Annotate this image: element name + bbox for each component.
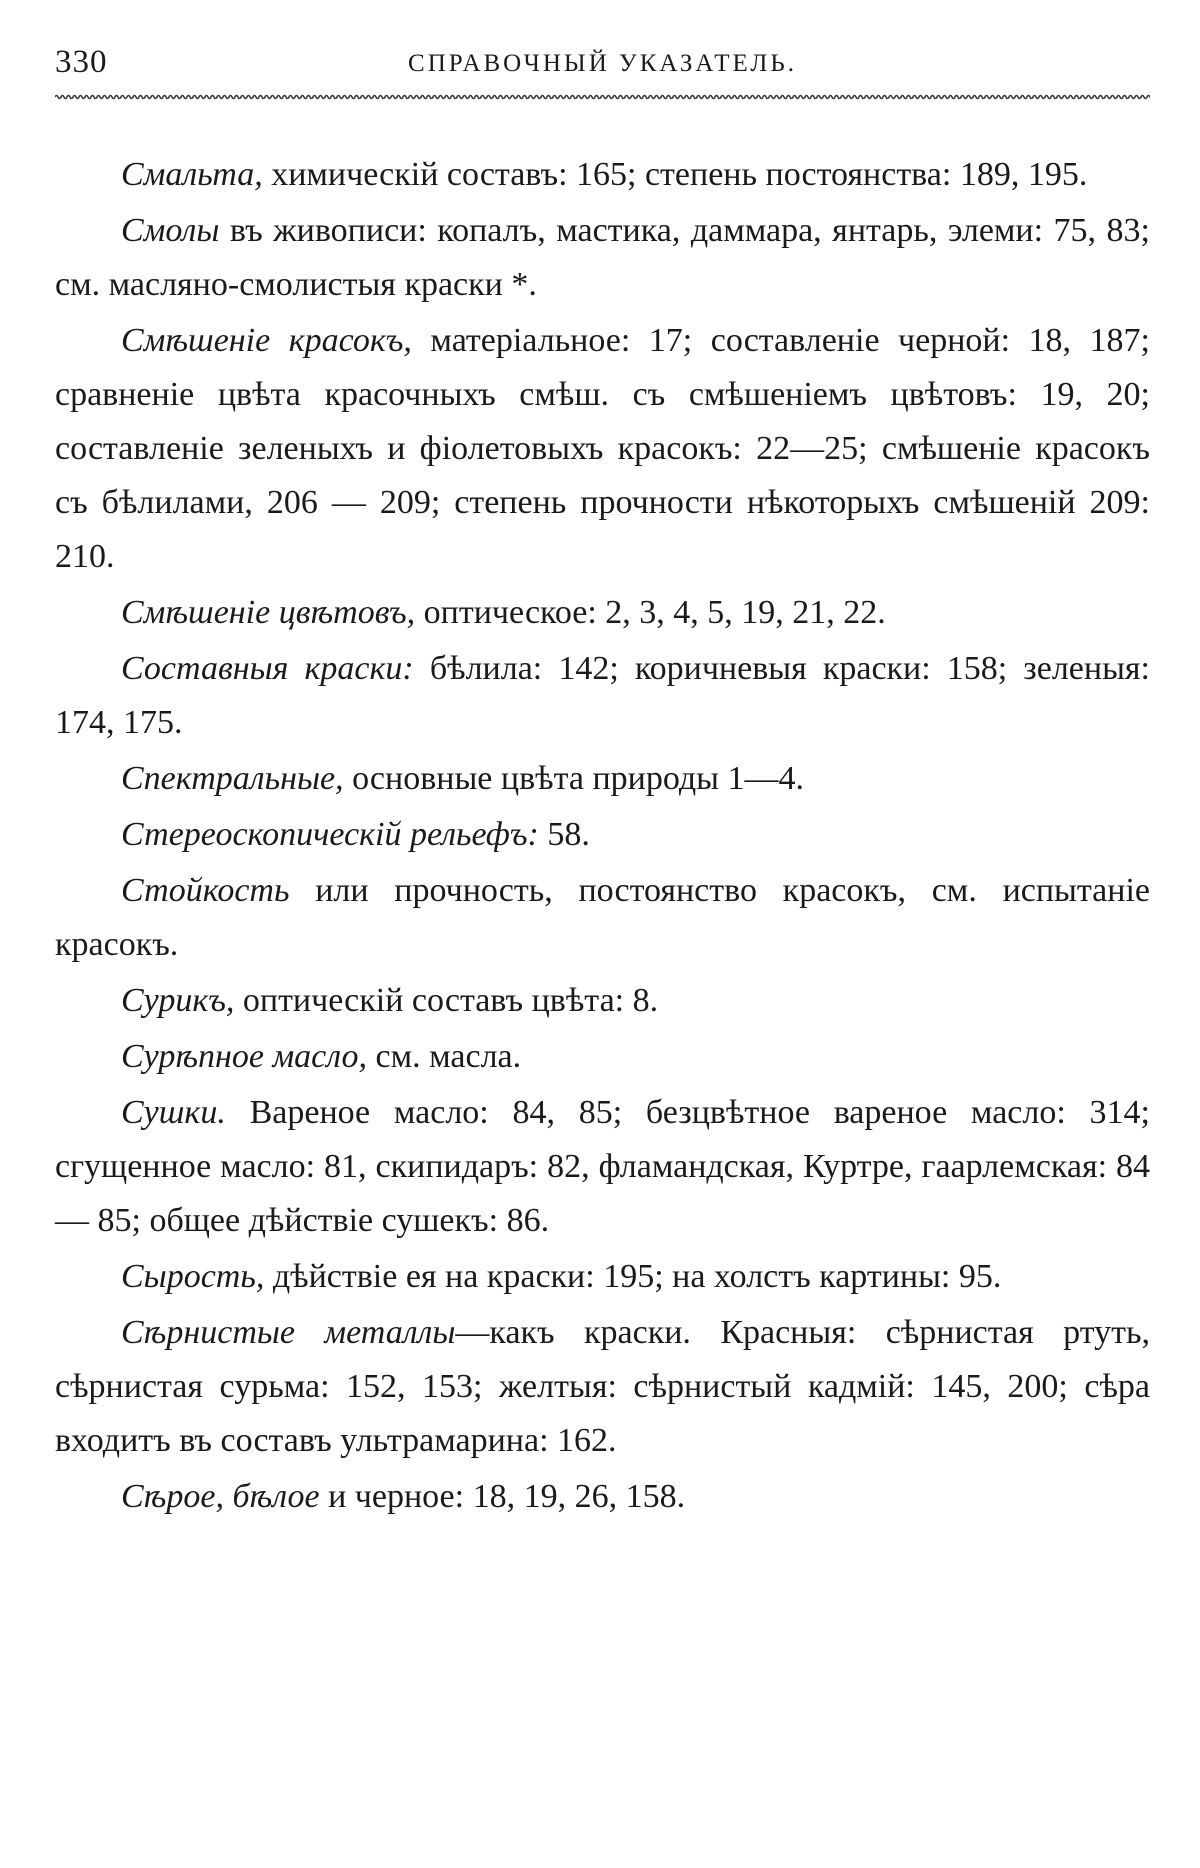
index-entry	[55, 1250, 1150, 1304]
index-entry	[55, 974, 1150, 1028]
index-entry	[55, 642, 1150, 750]
wavy-rule-graphic	[55, 94, 1150, 100]
index-entry	[55, 1086, 1150, 1248]
entry-text: дѣйствіе ея на краски: 195; на холстъ картины: 95.	[264, 1258, 1002, 1295]
entry-text: или прочность, постоянство красокъ, см. испытаніе красокъ.	[55, 872, 1150, 963]
entry-term: Спектральные,	[121, 760, 344, 797]
entry-text: бѣлила: 142; коричневыя краски: 158; зеленыя: 174, 175.	[55, 650, 1150, 741]
entry-term: Сушки.	[121, 1094, 226, 1131]
entry-term: Смѣшеніе цвѣтовъ,	[121, 594, 416, 631]
entry-text: оптическое: 2, 3, 4, 5, 19, 21, 22.	[415, 594, 886, 631]
entry-text: въ живописи: копалъ, мастика, даммара, янтарь, элеми: 75, 83; см. масляно-смолистыя краски *.	[55, 212, 1150, 303]
page-number: 330	[55, 44, 108, 80]
entry-text: матеріальное: 17; составленіе черной: 18, 187; сравненіе цвѣта красочныхъ смѣш. съ смѣшеніемъ цвѣтовъ: 19, 20; составленіе зеленыхъ и фіолетовыхъ красокъ: 22—25; смѣшеніе красокъ съ бѣлилами, 206 — 209; степень прочности нѣкоторыхъ смѣшеній 209: 210.	[55, 322, 1151, 575]
entry-text: Вареное масло: 84, 85; безцвѣтное вареное масло: 314; сгущенное масло: 81, скипидаръ: 82, фламандская, Куртре, гаарлемская: 84 — 85; общее дѣйствіе сушекъ: 86.	[55, 1094, 1150, 1239]
entry-term: Смѣшеніе красокъ,	[121, 322, 412, 359]
index-entry	[55, 204, 1150, 312]
index-entry	[55, 1470, 1150, 1524]
index-entry	[55, 808, 1150, 862]
entry-term: Стойкость	[121, 872, 290, 909]
index-entry	[55, 1030, 1150, 1084]
index-entry	[55, 752, 1150, 806]
entry-term: Стереоскопическій рельефъ:	[121, 816, 539, 853]
index-entry	[55, 864, 1150, 972]
entry-text: —какъ краски. Красныя: сѣрнистая ртуть, сѣрнистая сурьма: 152, 153; желтыя: сѣрнистый кадмій: 145, 200; сѣра входитъ въ составъ ультрамарина: 162.	[55, 1314, 1150, 1459]
index-entry	[55, 586, 1150, 640]
entry-term: Сѣрое, бѣлое	[121, 1478, 320, 1515]
entry-term: Смолы	[121, 212, 220, 249]
entry-term: Сурикъ,	[121, 982, 235, 1019]
entry-term: Сѣрнистые металлы	[121, 1314, 456, 1351]
entry-text: см. масла.	[367, 1038, 522, 1075]
running-title: СПРАВОЧНЫЙ УКАЗАТЕЛЬ.	[408, 50, 797, 77]
entry-text: химическій составъ: 165; степень постоянства: 189, 195.	[262, 156, 1088, 193]
entry-text: и черное: 18, 19, 26, 158.	[319, 1478, 686, 1515]
index-entry	[55, 314, 1150, 584]
entry-term: Смальта,	[121, 156, 263, 193]
entry-text: 58.	[538, 816, 590, 853]
index-entries	[55, 148, 1150, 1526]
index-entry	[55, 148, 1150, 202]
header-wavy-rule	[55, 94, 1150, 100]
entry-term: Составныя краски:	[121, 650, 414, 687]
entry-text: основные цвѣта природы 1—4.	[343, 760, 805, 797]
index-entry	[55, 1306, 1150, 1468]
entry-text: оптическій составъ цвѣта: 8.	[234, 982, 659, 1019]
entry-term: Сурѣпное масло,	[121, 1038, 367, 1075]
entry-term: Сырость,	[121, 1258, 265, 1295]
page-header	[55, 40, 1150, 90]
